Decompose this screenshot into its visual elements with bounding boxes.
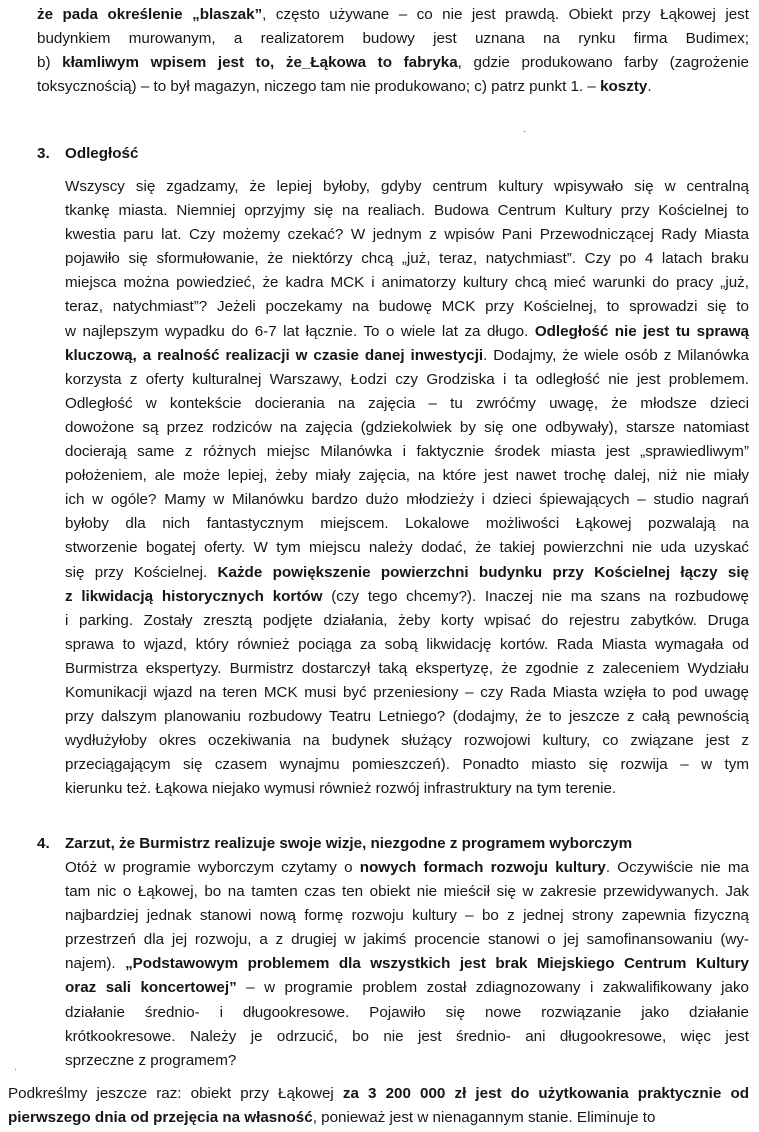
text-segment: . Dodajmy, że wiele osób z Milanówka	[483, 346, 749, 364]
text-line	[65, 705, 749, 729]
text-line	[65, 1049, 749, 1073]
intro-paragraph	[37, 3, 749, 99]
section-4-number: 4.	[37, 835, 50, 852]
text-line	[65, 295, 749, 319]
text-line	[65, 464, 749, 488]
text-line	[65, 880, 749, 904]
text-segment: w najlepszym wypadku do 6-7 lat łącznie. To o wiele lat za długo.	[65, 322, 535, 340]
bold-text-segment: „Podstawowym problemem dla wszystkich jest brak Miejskiego Centrum Kultury	[125, 955, 749, 973]
text-segment: sprzeczne z programem?	[65, 1051, 237, 1069]
text-segment: pojawiło się sformułowanie, że niektórzy chcą „już, teraz, natychmiast”. Czy po 4 latach braku	[65, 250, 749, 268]
text-line	[65, 512, 749, 536]
text-segment: (czy tego chcemy?). Inaczej nie ma szans na rozbudowę	[322, 587, 749, 605]
text-line	[65, 223, 749, 247]
text-segment: . Oczywiście nie ma	[605, 859, 749, 876]
text-segment: Podkreślmy jeszcze raz: obiekt przy Łąkowej	[8, 1085, 343, 1102]
text-segment: przestrzeń dla jej rozwoju, a z drugiej w jakimś procencie stanowi o jej samofinansowaniu (wy-	[65, 931, 749, 949]
text-segment: , często używane – co nie jest prawdą. Obiekt przy Łąkowej jest	[262, 6, 749, 23]
text-segment: teraz, natychmiast”? Jeżeli poczekamy na budowę MCK przy Kościelnej, to sprowadzi się to	[65, 298, 749, 316]
text-segment: najbardziej jednak stanowi nową formę rozwoju kultury – bo z jednej strony zapewnia fizyczną	[65, 907, 749, 925]
text-segment: byłoby dla nich fantastycznym miejscem. Lokalowe możliwości Łąkowej pozwalają na	[65, 515, 749, 533]
bold-text-segment: Odległość nie jest tu sprawą	[534, 322, 749, 340]
section-4-body	[65, 856, 749, 1073]
text-segment: kwestia paru lat. Czy możemy czekać? W jednym z wpisów Pani Przewodniczącej Rady Miasta	[65, 226, 749, 244]
text-line	[65, 681, 749, 705]
text-line	[65, 657, 749, 681]
scan-speck: ·	[523, 126, 527, 137]
section-3-title: Odległość	[65, 145, 139, 162]
text-line	[65, 1001, 749, 1025]
text-line	[65, 585, 749, 609]
text-line	[37, 75, 749, 99]
text-line	[65, 271, 749, 295]
text-segment: budynkiem murowanym, a realizatorem budowy jest uznana na rynku firma Budimex;	[37, 30, 749, 48]
text-line	[8, 1082, 749, 1106]
text-line	[37, 3, 749, 27]
bold-text-segment: Każde powiększenie powierzchni budynku przy Kościelnej łączy się	[217, 563, 749, 581]
text-segment: tkankę miasta. Niemniej oprzyjmy się na realiach. Budowa Centrum Kultury przy Kościelnej to	[65, 202, 749, 220]
text-segment: , gdzie produkowano farby (zagrożenie	[457, 54, 749, 72]
bold-text-segment: że pada określenie „blaszak”	[37, 6, 263, 23]
text-segment: Wszyscy się zgadzamy, że lepiej byłoby, gdyby centrum kultury wpisywało się w centralną	[65, 178, 749, 195]
text-segment: najem).	[65, 955, 126, 973]
text-line	[65, 320, 749, 344]
text-segment: Burmistrza ekspertyzy. Burmistrz dostarczył taką ekspertyzę, że zgodnie z zaleceniem Wydziału	[65, 659, 749, 677]
text-segment: działanie średnio- i długookresowe. Pojawiło się nowe rozwiązanie jako działanie	[65, 1003, 749, 1021]
text-segment: przy dalszym planowaniu rozbudowy Teatru Letniego? (dodajmy, że to jeszcze z całą pewnością	[65, 708, 749, 726]
text-segment: b)	[37, 54, 63, 72]
text-line	[65, 368, 749, 392]
closing-paragraph	[8, 1082, 749, 1130]
bold-text-segment: nowych formach rozwoju kultury	[359, 859, 606, 876]
bold-text-segment: kłamliwym wpisem jest to, że_Łąkowa to fabryka	[62, 54, 458, 72]
text-segment: miejsca można powiedzieć, że kadra MCK i animatorzy kultury chcą mieć warunki do pracy „już,	[65, 274, 749, 292]
text-segment: i parking. Zostały zresztą podjęte działania, żeby korty wpisać do rejestru zabytków. Druga	[65, 611, 749, 629]
text-segment: ich w ogóle? Mamy w Milanówku bardzo dużo młodzieży i dzieci śpiewających – studio nagrań	[65, 491, 749, 509]
text-segment: sprawa to wjazd, który również pociąga za sobą likwidację kortów. Rada Miasta wymagała od	[65, 635, 749, 653]
text-segment: docierają same z różnych miejsc Milanówka i faktycznie środek miasta jest „sprawiedliwym”	[65, 443, 749, 461]
section-3-body	[65, 175, 749, 801]
text-segment: – w programie problem został zdiagnozowany i zakwalifikowany jako	[236, 979, 750, 997]
text-segment: się przy Kościelnej.	[65, 563, 218, 581]
text-line	[65, 609, 749, 633]
text-line	[65, 777, 749, 801]
section-4-title: Zarzut, że Burmistrz realizuje swoje wizje, niezgodne z programem wyborczym	[65, 835, 633, 852]
text-line	[8, 1106, 749, 1130]
text-line	[37, 27, 749, 51]
bold-text-segment: koszty	[600, 78, 648, 96]
text-segment: dowożone są przez rodziców na zajęcia (gdziekolwiek by się one odbywały), starsze natomiast	[65, 418, 749, 436]
text-segment: krótkookresowe. Należy je odrzucić, bo nie jest średnio- ani długookresowe, więc jest	[65, 1027, 749, 1045]
text-line	[65, 856, 749, 880]
text-line	[65, 904, 749, 928]
text-line	[65, 976, 749, 1000]
text-line	[65, 175, 749, 199]
text-segment: położeniem, ale może lepiej, żeby miały zajęcia, na które jest nawet trochę dalej, niż nie miały	[65, 467, 749, 485]
text-line	[65, 928, 749, 952]
bold-text-segment: kluczową, a realność realizacji w czasie danej inwestycji	[65, 346, 484, 364]
text-line	[65, 536, 749, 560]
text-segment: kierunku też. Łąkowa niejako wymusi również rozwój infrastruktury na tym terenie.	[65, 780, 617, 798]
text-segment: toksycznością) – to był magazyn, niczego tam nie produkowano; c) patrz punkt 1. –	[37, 78, 601, 96]
text-line	[65, 561, 749, 585]
text-line	[65, 416, 749, 440]
text-segment: korzysta z oferty kulturalnej Warszawy, Łodzi czy Grodziska i ta odległość nie jest problemem.	[65, 370, 749, 388]
text-line	[65, 633, 749, 657]
bold-text-segment: za 3 200 000 zł jest do użytkowania praktycznie od	[342, 1085, 749, 1102]
text-segment: Komunikacji wjazd na teren MCK musi być przeniesiony – czy Rada Miasta wzięła to pod uwagę	[65, 683, 749, 701]
text-line	[65, 199, 749, 223]
text-line	[65, 392, 749, 416]
text-line	[65, 344, 749, 368]
scan-speck: ˒	[14, 1063, 18, 1074]
text-line	[65, 440, 749, 464]
text-segment: Otóż w programie wyborczym czytamy o	[65, 859, 360, 876]
text-line	[65, 729, 749, 753]
text-line	[65, 753, 749, 777]
text-line	[65, 247, 749, 271]
text-line	[37, 51, 749, 75]
text-segment: Odległość w kontekście docierania na zajęcia – tu zwróćmy uwagę, że młodsze dzieci	[65, 394, 749, 412]
bold-text-segment: z likwidacją historycznych kortów	[65, 587, 323, 605]
text-segment: , ponieważ jest w nienagannym stanie. Eliminuje to	[312, 1109, 656, 1127]
text-segment: wydłużyłoby okres oczekiwania na budynek służący rozwojowi kultury, co związane jest z	[65, 732, 749, 750]
text-segment: przeciągającym się czasem wynajmu pomieszczeń). Ponadto miasto się rozwija – w tym	[65, 756, 749, 774]
bold-text-segment: oraz sali koncertowej”	[65, 979, 237, 997]
bold-text-segment: pierwszego dnia od przejęcia na własność	[8, 1109, 313, 1127]
text-segment: .	[647, 78, 652, 96]
text-line	[65, 1025, 749, 1049]
text-segment: stworzenie bogatej oferty. W tym miejscu należy dodać, że takiej powierzchni nie uda uzyskać	[65, 539, 749, 557]
text-line	[65, 488, 749, 512]
text-segment: tam nic o Łąkowej, bo na tamten czas ten obiekt nie mieścił się w zakresie przewidywanych. Jak	[65, 883, 749, 901]
section-3-number: 3.	[37, 145, 50, 162]
text-line	[65, 952, 749, 976]
